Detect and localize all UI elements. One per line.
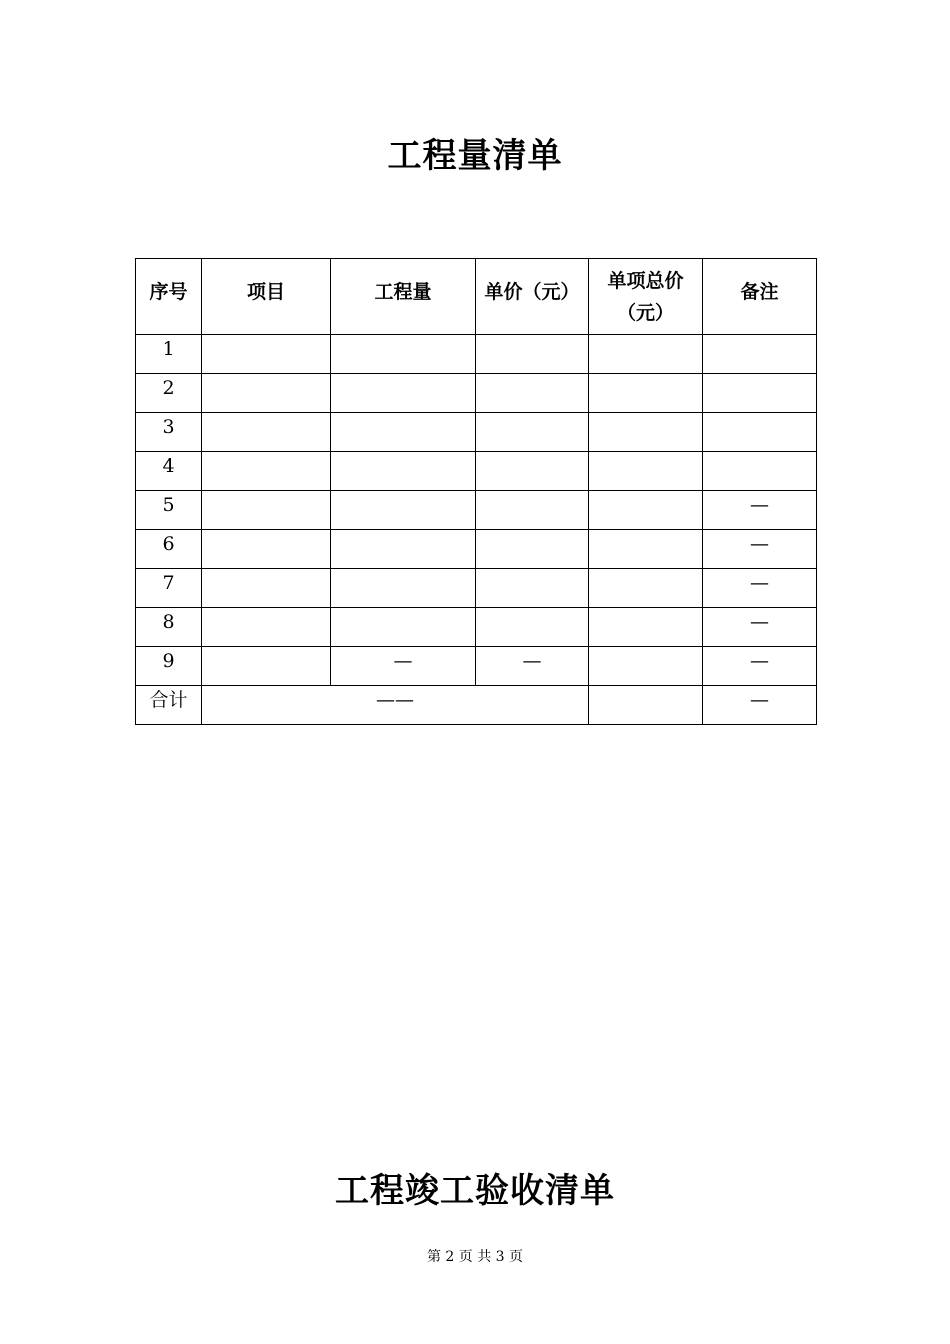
page-title: 工程量清单 — [387, 136, 563, 176]
cell-total-price — [589, 335, 703, 374]
page-footer: 第 2 页 共 3 页 — [426, 1249, 524, 1265]
cell-total-price — [589, 452, 703, 491]
table-row — [136, 569, 817, 608]
cell-item — [202, 608, 331, 647]
summary-note: — — [703, 686, 817, 725]
cell-unit-price — [476, 569, 589, 608]
cell-item — [202, 491, 331, 530]
summary-row — [136, 686, 817, 725]
cell-quantity — [331, 530, 476, 569]
cell-note: — — [703, 608, 817, 647]
table-row — [136, 452, 817, 491]
cell-unit-price — [476, 335, 589, 374]
cell-quantity — [331, 413, 476, 452]
cell-seq: 7 — [136, 569, 202, 608]
table-row — [136, 530, 817, 569]
cell-item — [202, 413, 331, 452]
cell-quantity — [331, 491, 476, 530]
cell-total-price — [589, 413, 703, 452]
cell-note: — — [703, 491, 817, 530]
cell-note — [703, 413, 817, 452]
cell-total-price — [589, 647, 703, 686]
cell-item — [202, 569, 331, 608]
cell-note — [703, 374, 817, 413]
header-item: 项目 — [202, 259, 331, 335]
cell-note — [703, 452, 817, 491]
cell-item — [202, 530, 331, 569]
table-row — [136, 491, 817, 530]
cell-seq: 9 — [136, 647, 202, 686]
cell-unit-price — [476, 530, 589, 569]
header-total-line2: （元） — [616, 301, 674, 324]
quantity-table — [135, 258, 817, 725]
header-total-line1: 单项总价 — [607, 269, 684, 292]
table-row — [136, 413, 817, 452]
cell-note: — — [703, 530, 817, 569]
table-row — [136, 335, 817, 374]
cell-note: — — [703, 569, 817, 608]
cell-unit-price — [476, 374, 589, 413]
table-row — [136, 647, 817, 686]
cell-note — [703, 335, 817, 374]
header-note: 备注 — [703, 259, 817, 335]
cell-unit-price: — — [476, 647, 589, 686]
cell-item — [202, 374, 331, 413]
cell-note: — — [703, 647, 817, 686]
cell-quantity — [331, 335, 476, 374]
summary-merged-cell: —— — [202, 686, 589, 725]
table-header-row — [136, 259, 817, 335]
header-total-price — [589, 259, 703, 335]
table-row — [136, 608, 817, 647]
cell-quantity: — — [331, 647, 476, 686]
cell-item — [202, 452, 331, 491]
cell-total-price — [589, 530, 703, 569]
header-quantity: 工程量 — [331, 259, 476, 335]
cell-seq: 5 — [136, 491, 202, 530]
cell-unit-price — [476, 413, 589, 452]
cell-seq: 2 — [136, 374, 202, 413]
cell-total-price — [589, 569, 703, 608]
cell-unit-price — [476, 608, 589, 647]
cell-quantity — [331, 569, 476, 608]
cell-quantity — [331, 452, 476, 491]
table-row — [136, 374, 817, 413]
cell-total-price — [589, 374, 703, 413]
summary-label: 合计 — [136, 686, 202, 725]
cell-seq: 1 — [136, 335, 202, 374]
cell-item — [202, 647, 331, 686]
cell-seq: 8 — [136, 608, 202, 647]
cell-total-price — [589, 491, 703, 530]
cell-total-price — [589, 608, 703, 647]
cell-unit-price — [476, 452, 589, 491]
cell-item — [202, 335, 331, 374]
cell-seq: 6 — [136, 530, 202, 569]
header-unit-price: 单价（元） — [476, 259, 589, 335]
next-section-title: 工程竣工验收清单 — [335, 1171, 615, 1211]
header-seq: 序号 — [136, 259, 202, 335]
cell-unit-price — [476, 491, 589, 530]
cell-quantity — [331, 374, 476, 413]
summary-total-price — [589, 686, 703, 725]
cell-seq: 4 — [136, 452, 202, 491]
cell-quantity — [331, 608, 476, 647]
cell-seq: 3 — [136, 413, 202, 452]
